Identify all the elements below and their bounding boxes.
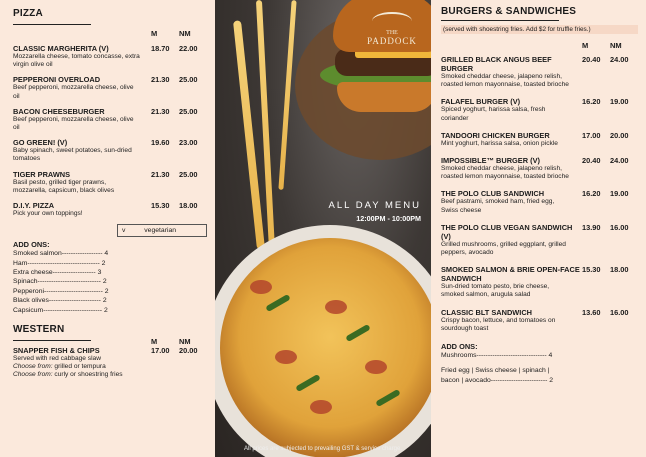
col-nm: NM bbox=[179, 337, 191, 347]
burger-bottom-bun bbox=[337, 82, 431, 112]
menu-item bbox=[441, 265, 638, 299]
logo-name: PADDOCK bbox=[367, 36, 417, 46]
menu-item bbox=[441, 223, 638, 257]
addon-line: Spinach---------------------------- 2 bbox=[13, 278, 107, 286]
menu-title: ALL DAY MENU bbox=[328, 200, 421, 211]
addon-line: Smoked salmon------------------ 4 bbox=[13, 250, 109, 258]
addon-line: Mushrooms------------------------------- 4 bbox=[441, 352, 553, 360]
pizza-image bbox=[220, 238, 431, 457]
food-photo-panel bbox=[215, 0, 431, 457]
item-price-m: 17.00 bbox=[151, 346, 170, 356]
addon-line: Ham-------------------------------- 2 bbox=[13, 259, 106, 267]
western-section-title: WESTERN bbox=[13, 324, 65, 336]
logo-the: THE bbox=[386, 30, 398, 36]
item-name: SMOKED SALMON & BRIE OPEN-FACE SANDWICH bbox=[441, 265, 580, 284]
item-price-m: 13.90 bbox=[582, 222, 601, 232]
tree-logo-icon bbox=[372, 12, 412, 30]
price-column-header bbox=[13, 29, 207, 38]
col-nm: NM bbox=[179, 29, 191, 38]
item-name: TIGER PRAWNS bbox=[13, 169, 71, 179]
item-price-nm: 19.00 bbox=[610, 97, 629, 107]
vegetarian-legend: v vegetarian bbox=[117, 224, 207, 237]
item-choice-2: Choose from: curly or shoestring fries bbox=[13, 371, 123, 379]
item-price-nm: 25.00 bbox=[179, 106, 198, 116]
menu-item bbox=[441, 156, 638, 181]
gst-note: All prices are subjected to prevailing GST & service charge. bbox=[244, 446, 402, 452]
item-price-m: 15.30 bbox=[151, 201, 170, 211]
item-price-m: 20.40 bbox=[582, 156, 601, 166]
item-name: CLASSIC MARGHERITA (V) bbox=[13, 44, 109, 53]
pepperoni bbox=[365, 360, 387, 374]
burgers-section-title: BURGERS & SANDWICHES bbox=[441, 6, 577, 17]
item-desc: Beef pepperoni, mozzarella cheese, olive oil bbox=[13, 84, 134, 100]
pizza-list bbox=[13, 44, 207, 218]
col-m: M bbox=[151, 29, 158, 38]
addon-line: bacon | avocado------------------------- 2 bbox=[441, 376, 554, 384]
item-desc: Beef pastrami, smoked ham, fried egg, Swiss cheese bbox=[441, 198, 555, 214]
price-column-header bbox=[441, 41, 638, 50]
item-price-nm: 20.00 bbox=[179, 346, 198, 356]
item-desc: Served with red cabbage slaw bbox=[13, 355, 101, 363]
item-price-nm: 16.00 bbox=[610, 222, 629, 232]
item-desc: Crispy bacon, lettuce, and tomatoes on sourdough toast bbox=[441, 316, 556, 332]
section-divider bbox=[13, 24, 91, 25]
item-name: GRILLED BLACK ANGUS BEEF BURGER bbox=[441, 55, 552, 73]
item-price-nm: 18.00 bbox=[179, 201, 198, 211]
item-desc: Grilled mushrooms, grilled eggplant, grilled peppers, avocado bbox=[441, 240, 566, 257]
item-desc: Beef pepperoni, mozzarella cheese, olive oil bbox=[13, 115, 134, 132]
item-price-m: 21.30 bbox=[151, 106, 170, 116]
pizza-addons-list bbox=[13, 249, 207, 315]
item-price-m: 20.40 bbox=[582, 55, 601, 64]
item-name: FALAFEL BURGER (V) bbox=[441, 97, 521, 107]
item-price-m: 19.60 bbox=[151, 138, 170, 148]
addon-line: Pepperoni-------------------------- 2 bbox=[13, 287, 109, 295]
paddock-logo bbox=[360, 12, 424, 46]
pizza-addons-title: ADD ONS: bbox=[13, 240, 50, 250]
item-price-m: 16.20 bbox=[582, 97, 601, 107]
menu-item-snapper bbox=[13, 337, 207, 380]
pepperoni bbox=[250, 280, 272, 294]
item-name: IMPOSSIBLE™ BURGER (V) bbox=[441, 156, 540, 166]
item-desc: Baby spinach, sweet potatoes, sun-dried tomatoes bbox=[13, 147, 132, 163]
item-price-m: 17.00 bbox=[582, 130, 601, 140]
addon-line: Black olives----------------------- 2 bbox=[13, 297, 107, 305]
item-price-nm: 24.00 bbox=[610, 55, 629, 64]
pepperoni bbox=[310, 400, 332, 414]
item-price-nm: 16.00 bbox=[610, 307, 629, 317]
item-desc: Mozzarella cheese, tomato concasse, extra virgin olive oil bbox=[13, 53, 140, 69]
item-name: SNAPPER FISH & CHIPS bbox=[13, 346, 100, 356]
item-choice-1: Choose from: grilled or tempura bbox=[13, 363, 106, 371]
burgers-panel bbox=[431, 0, 646, 457]
item-desc: Pick your own toppings! bbox=[13, 210, 83, 218]
item-price-m: 21.30 bbox=[151, 169, 170, 179]
menu-item bbox=[13, 44, 207, 69]
addon-line: Capsicum-------------------------- 2 bbox=[13, 306, 108, 314]
item-name: TANDOORI CHICKEN BURGER bbox=[441, 130, 550, 140]
pizza-panel bbox=[0, 0, 215, 457]
burger-addons-title: ADD ONS: bbox=[441, 342, 478, 352]
menu-item bbox=[441, 189, 638, 214]
item-price-m: 16.20 bbox=[582, 189, 601, 199]
menu-item bbox=[441, 131, 638, 148]
fries-note: (served with shoestring fries. Add $2 for truffle fries.) bbox=[441, 25, 638, 34]
item-price-m: 13.60 bbox=[582, 307, 601, 317]
menu-item bbox=[13, 138, 207, 163]
item-price-nm: 25.00 bbox=[179, 169, 198, 179]
item-price-nm: 19.00 bbox=[610, 189, 629, 199]
item-desc: Smoked cheddar cheese, jalapeno relish, roasted lemon mayonnaise, toasted brioche bbox=[441, 165, 569, 181]
pizza-section-title: PIZZA bbox=[13, 8, 43, 19]
item-price-m: 15.30 bbox=[582, 265, 601, 275]
item-price-nm: 22.00 bbox=[179, 44, 198, 53]
menu-item bbox=[13, 170, 207, 195]
item-price-nm: 25.00 bbox=[179, 75, 198, 85]
item-desc: Sun-dried tomato pesto, brie cheese, smoked salmon, arugula salad bbox=[441, 283, 550, 299]
item-desc: Spiced yoghurt, harissa salsa, fresh coriander bbox=[441, 106, 546, 122]
menu-item bbox=[441, 55, 638, 89]
item-desc: Mint yoghurt, harissa salsa, onion pickle bbox=[441, 139, 558, 147]
menu-hours: 12:00PM - 10:00PM bbox=[356, 214, 421, 223]
item-name: GO GREEN! (V) bbox=[13, 138, 68, 148]
item-price-m: 21.30 bbox=[151, 75, 170, 85]
item-price-m: 18.70 bbox=[151, 44, 170, 53]
menu-item bbox=[441, 308, 638, 333]
item-desc: Basil pesto, grilled tiger prawns, mozzarella, capsicum, black olives bbox=[13, 178, 115, 194]
burger-list bbox=[441, 55, 638, 333]
item-name: THE POLO CLUB SANDWICH bbox=[441, 189, 545, 199]
pepperoni bbox=[275, 350, 297, 364]
item-name: PEPPERONI OVERLOAD bbox=[13, 75, 101, 85]
col-m: M bbox=[582, 41, 589, 50]
pepperoni bbox=[325, 300, 347, 314]
item-name: BACON CHEESEBURGER bbox=[13, 106, 105, 116]
addon-line: Extra cheese------------------- 3 bbox=[13, 269, 102, 277]
item-name: THE POLO CLUB VEGAN SANDWICH (V) bbox=[441, 222, 573, 241]
all-day-menu-heading bbox=[215, 200, 431, 223]
item-price-nm: 23.00 bbox=[179, 138, 198, 148]
item-price-nm: 24.00 bbox=[610, 156, 629, 166]
item-name: D.I.Y. PIZZA bbox=[13, 201, 55, 211]
menu-item bbox=[13, 75, 207, 100]
item-price-nm: 18.00 bbox=[610, 265, 629, 275]
item-desc: Smoked cheddar cheese, jalapeno relish, roasted lemon mayonnaise, toasted brioche bbox=[441, 73, 569, 89]
menu-item bbox=[441, 97, 638, 122]
col-m: M bbox=[151, 337, 158, 347]
addon-line: Fried egg | Swiss cheese | spinach | bbox=[441, 367, 550, 375]
item-name: CLASSIC BLT SANDWICH bbox=[441, 307, 533, 317]
col-nm: NM bbox=[610, 41, 622, 50]
section-divider bbox=[441, 20, 559, 21]
menu-item bbox=[13, 201, 207, 218]
item-price-nm: 20.00 bbox=[610, 130, 629, 140]
menu-item bbox=[13, 107, 207, 132]
